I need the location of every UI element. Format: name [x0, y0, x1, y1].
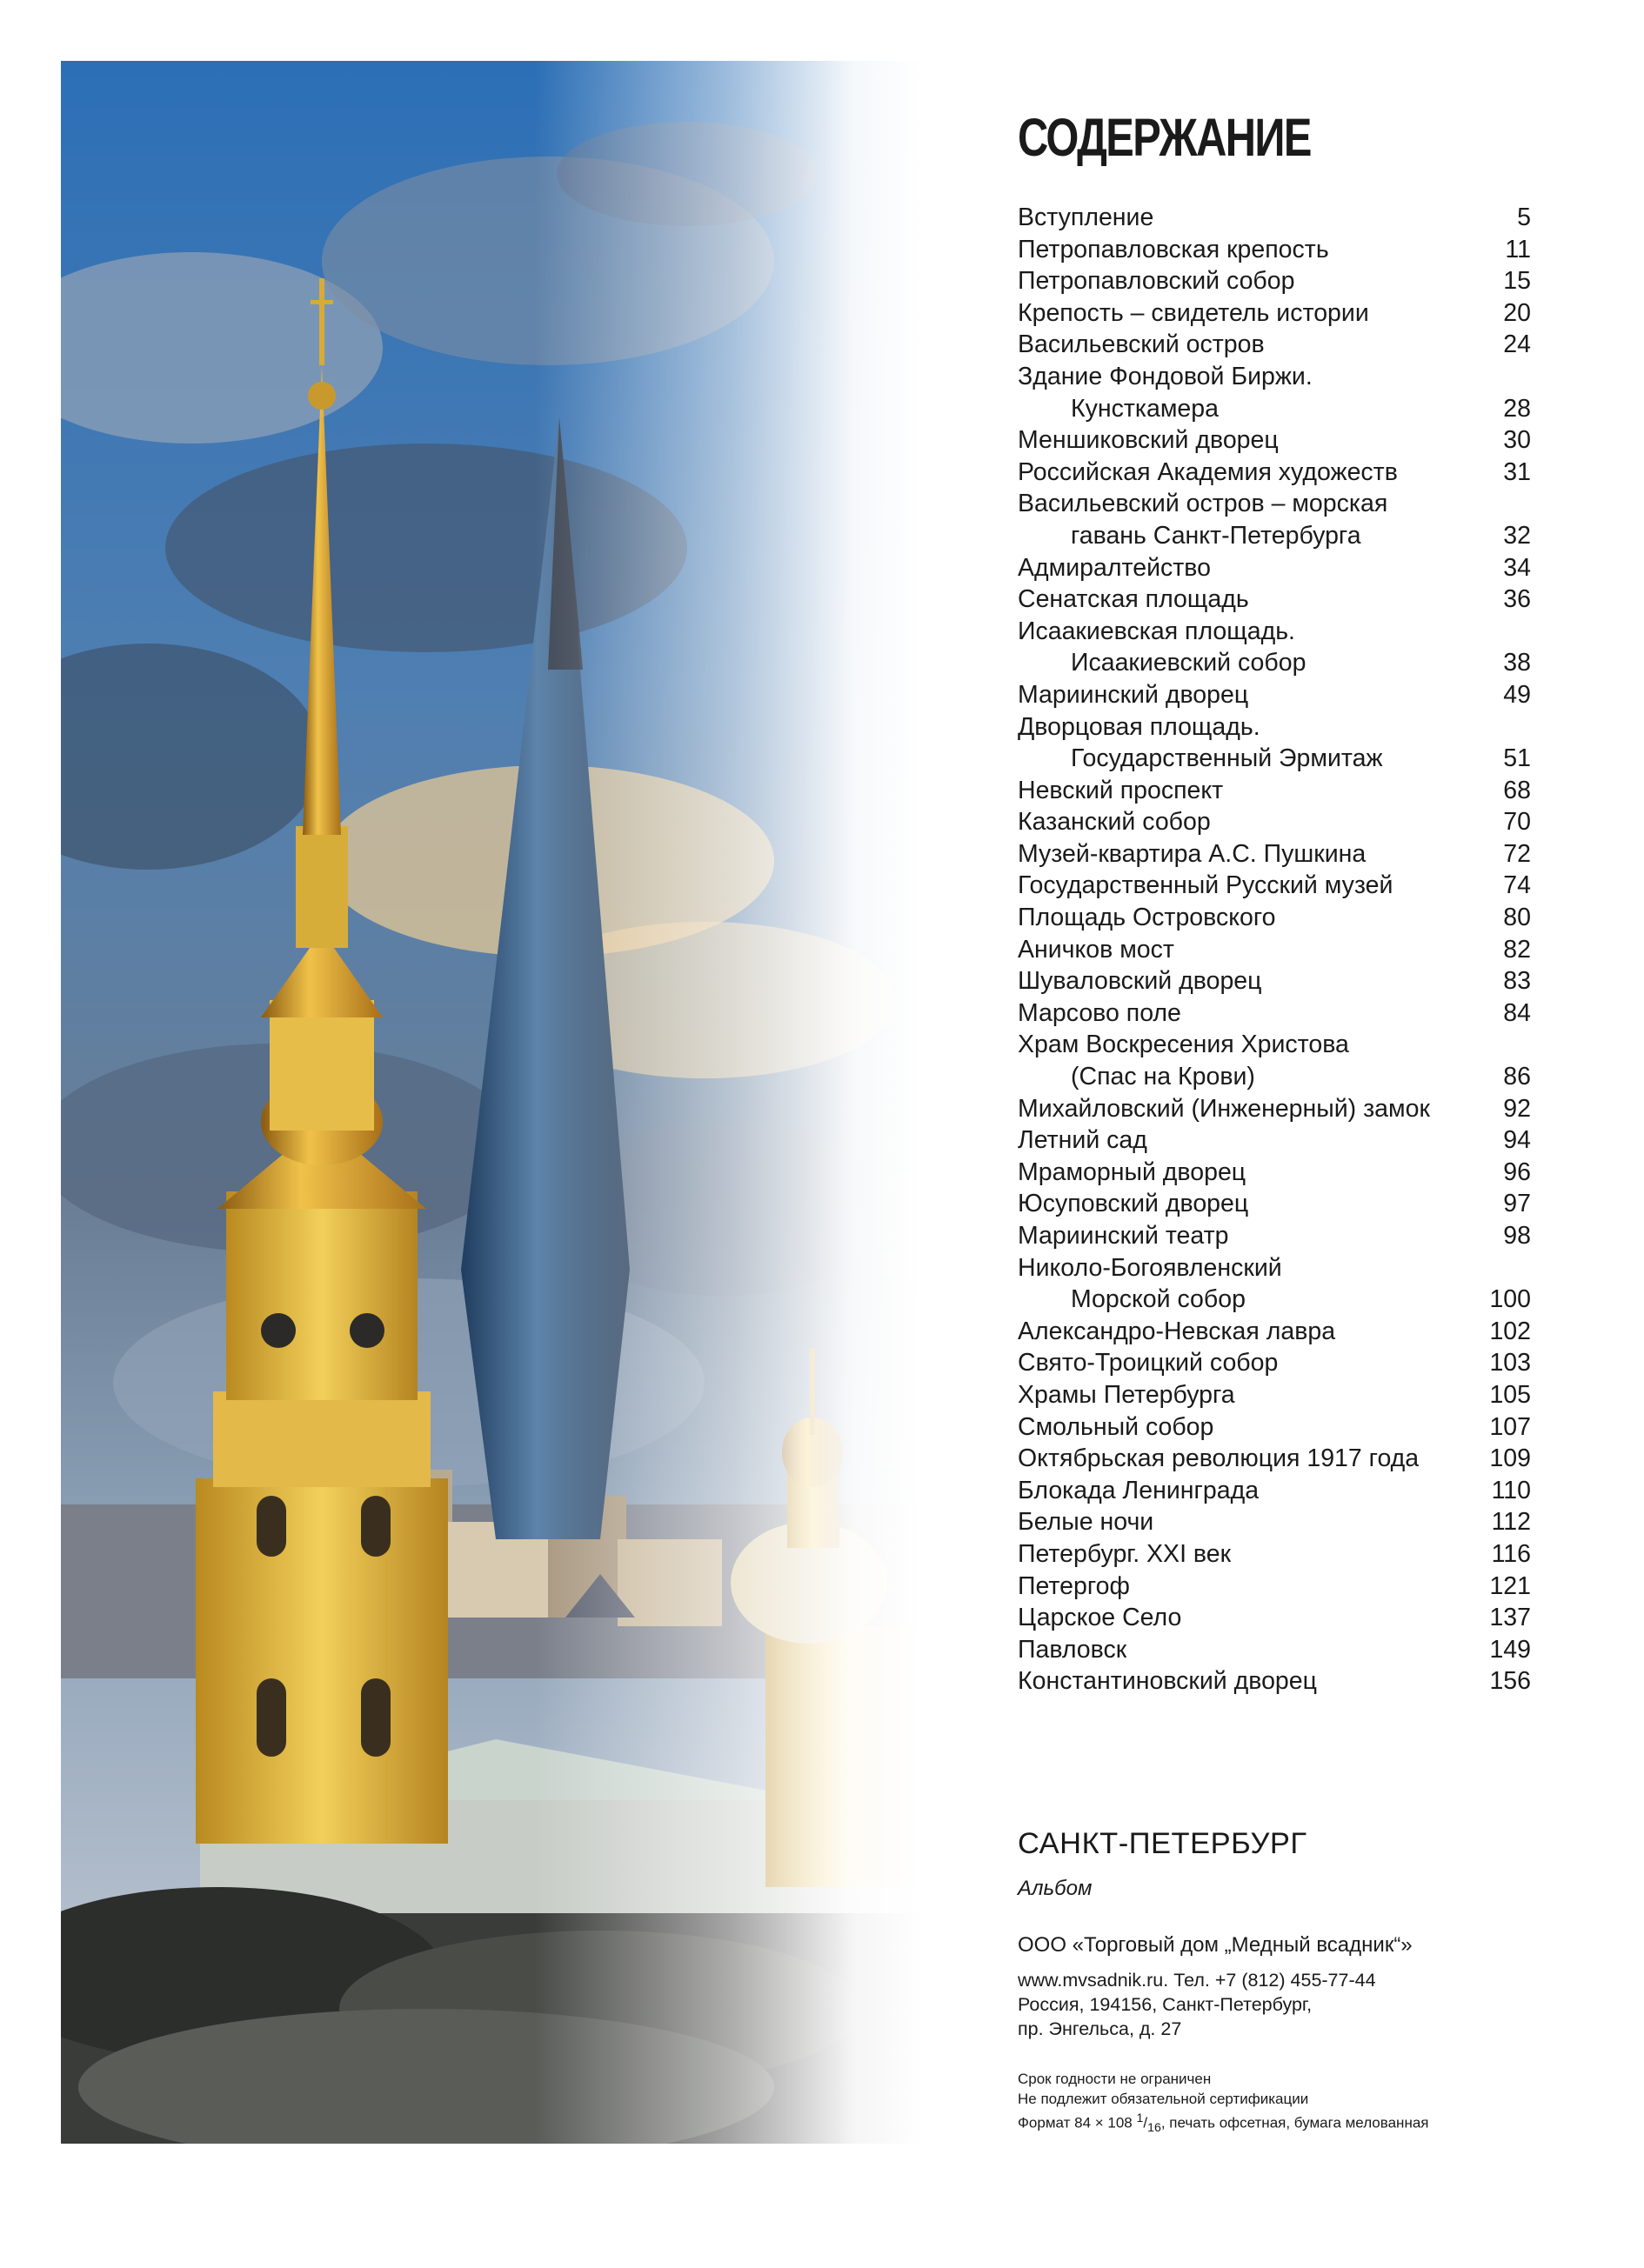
- toc-entry-title: Государственный Эрмитаж: [1071, 744, 1383, 773]
- toc-entry: [1018, 1411, 1531, 1444]
- toc-entry: [1018, 1252, 1531, 1316]
- toc-entry: [1018, 1316, 1531, 1348]
- toc-entry-title: Казанский собор: [1018, 808, 1211, 837]
- toc-page-number: 137: [1489, 1604, 1531, 1632]
- toc-page-number: 100: [1489, 1285, 1531, 1314]
- toc-entry: [1018, 679, 1531, 711]
- toc-entry-title: Крепость – свидетель истории: [1018, 298, 1369, 327]
- toc-entry-title: гавань Санкт-Петербурга: [1071, 521, 1361, 550]
- format-suffix: , печать офсетная, бумага мелованная: [1160, 2114, 1429, 2131]
- toc-entry-title: Марсово поле: [1018, 998, 1181, 1027]
- toc-entry-title: Смольный собор: [1018, 1412, 1214, 1441]
- toc-entry-title: (Спас на Крови): [1071, 1063, 1255, 1091]
- toc-page-number: 68: [1503, 776, 1531, 804]
- toc-page-number: 24: [1503, 330, 1531, 359]
- toc-entry-title: Васильевский остров – морская: [1018, 490, 1388, 518]
- note-line: Не подлежит обязательной сертификации: [1018, 2091, 1309, 2107]
- toc-page-number: 80: [1503, 904, 1531, 932]
- toc-page-number: 15: [1503, 267, 1531, 296]
- book-title: САНКТ-ПЕТЕРБУРГ: [1018, 1827, 1307, 1860]
- toc-page-number: 102: [1489, 1317, 1531, 1345]
- toc-page-number: 97: [1503, 1190, 1531, 1218]
- toc-entry: [1018, 202, 1531, 234]
- toc-page-number: 109: [1489, 1444, 1531, 1473]
- toc-page-number: 49: [1503, 680, 1531, 709]
- toc-entry: [1018, 1124, 1531, 1157]
- toc-entry-title: Петергоф: [1018, 1571, 1130, 1600]
- toc-page-number: 98: [1503, 1222, 1531, 1250]
- toc-entry: [1018, 1029, 1531, 1092]
- toc-page-number: 36: [1503, 585, 1531, 614]
- toc-page-number: 20: [1503, 298, 1531, 327]
- toc-entry: [1018, 552, 1531, 584]
- toc-page-number: 107: [1489, 1412, 1531, 1441]
- note-line: Срок годности не ограничен: [1018, 2071, 1212, 2087]
- toc-entry-title: Михайловский (Инженерный) замок: [1018, 1094, 1430, 1123]
- toc-page-number: 5: [1517, 203, 1531, 231]
- toc-entry: [1018, 1347, 1531, 1379]
- toc-entry-title: Площадь Островского: [1018, 904, 1276, 932]
- toc-page-number: 28: [1503, 394, 1531, 423]
- toc-page-number: 92: [1503, 1094, 1531, 1123]
- format-numerator: 1: [1136, 2111, 1144, 2125]
- toc-entry-title: Храмы Петербурга: [1018, 1380, 1235, 1409]
- toc-entry: [1018, 584, 1531, 616]
- toc-entry: [1018, 616, 1531, 679]
- toc-page-number: 110: [1491, 1476, 1531, 1504]
- toc-entry-title: Морской собор: [1071, 1285, 1246, 1314]
- toc-page-number: 105: [1489, 1380, 1531, 1409]
- toc-entry: [1018, 1602, 1531, 1634]
- toc-entry-title: Российская Академия художеств: [1018, 457, 1398, 486]
- imprint: [1018, 1824, 1574, 2138]
- toc-entry: [1018, 424, 1531, 457]
- toc-entry: [1018, 902, 1531, 934]
- toc-entry-title: Аничков мост: [1018, 935, 1174, 964]
- toc-page-number: 116: [1491, 1539, 1531, 1568]
- book-type: Альбом: [1018, 1877, 1093, 1900]
- toc-title: СОДЕРЖАНИЕ: [1018, 108, 1311, 167]
- toc-page-number: 83: [1503, 967, 1531, 996]
- toc-entry-title: Здание Фондовой Биржи.: [1018, 362, 1313, 390]
- toc-entry: [1018, 1475, 1531, 1507]
- toc-page-number: 86: [1503, 1063, 1531, 1091]
- toc-page-number: 38: [1503, 649, 1531, 677]
- toc-entry-title: Исаакиевская площадь.: [1018, 617, 1295, 645]
- toc-entry-title: Павловск: [1018, 1635, 1127, 1664]
- toc-entry-title: Петербург. XXI век: [1018, 1539, 1232, 1568]
- toc-entry-title: Мариинский театр: [1018, 1222, 1229, 1250]
- toc-entry-title: Летний сад: [1018, 1126, 1147, 1155]
- toc-entry: [1018, 297, 1531, 330]
- toc-entry-title: Свято-Троицкий собор: [1018, 1349, 1279, 1377]
- print-notes: [1018, 2069, 1574, 2138]
- toc-entry: [1018, 1379, 1531, 1411]
- toc-page-number: 156: [1489, 1667, 1531, 1696]
- toc-entry: [1018, 1538, 1531, 1571]
- toc-entry: [1018, 1571, 1531, 1603]
- toc-entry-title: Музей-квартира А.С. Пушкина: [1018, 839, 1367, 868]
- toc-entry-title: Александро-Невская лавра: [1018, 1317, 1336, 1345]
- format-line: Формат 84 × 108 $^1/_{16}$, печать офсетная, бумага мелованная: [1018, 2111, 1429, 2136]
- toc-page-number: 94: [1503, 1126, 1531, 1155]
- toc-entry-title: Васильевский остров: [1018, 330, 1265, 359]
- toc-entry: [1018, 1157, 1531, 1189]
- toc-entry-title: Блокада Ленинграда: [1018, 1476, 1260, 1504]
- toc-page-number: 84: [1503, 998, 1531, 1027]
- toc-entry: [1018, 870, 1531, 902]
- toc-page-number: 72: [1503, 839, 1531, 868]
- toc-entry: [1018, 1665, 1531, 1698]
- toc-entry: [1018, 965, 1531, 997]
- toc-entry: [1018, 711, 1531, 775]
- toc-entry: [1018, 838, 1531, 871]
- contact-line: www.mvsadnik.ru. Тел. +7 (812) 455-77-44: [1018, 1970, 1376, 1991]
- toc-page-number: 70: [1503, 808, 1531, 837]
- toc-entry: [1018, 1506, 1531, 1538]
- toc-entry-title: Царское Село: [1018, 1604, 1182, 1632]
- toc-entry-title: Мариинский дворец: [1018, 680, 1249, 709]
- toc-entry: [1018, 1188, 1531, 1220]
- toc-entry-title: Адмиралтейство: [1018, 553, 1211, 582]
- toc-entry: [1018, 997, 1531, 1030]
- toc-page-number: 121: [1489, 1571, 1531, 1600]
- publisher-contacts: [1018, 1968, 1574, 2041]
- cover-photo: [61, 61, 922, 2144]
- toc-entry-title: Петропавловский собор: [1018, 267, 1295, 296]
- toc-page-number: 31: [1503, 457, 1531, 486]
- toc-entry: [1018, 934, 1531, 966]
- toc-entry: [1018, 775, 1531, 807]
- toc-entry-title: Петропавловская крепость: [1018, 235, 1329, 263]
- toc-entry-title: Константиновский дворец: [1018, 1667, 1317, 1696]
- toc-entry: [1018, 234, 1531, 266]
- toc-entry: [1018, 1093, 1531, 1125]
- publisher: ООО «Торговый дом „Медный всадник“»: [1018, 1933, 1413, 1957]
- toc-page-number: 149: [1489, 1635, 1531, 1664]
- table-of-contents: [1018, 202, 1531, 1698]
- toc-entry: [1018, 361, 1531, 424]
- toc-page-number: 74: [1503, 871, 1531, 900]
- toc-entry: [1018, 1634, 1531, 1666]
- toc-page-number: 34: [1503, 553, 1531, 582]
- toc-entry-title: Юсуповский дворец: [1018, 1190, 1249, 1218]
- toc-page-number: 103: [1489, 1349, 1531, 1377]
- contact-line: Россия, 194156, Санкт-Петербург,: [1018, 1994, 1313, 2015]
- toc-entry-title: Невский проспект: [1018, 776, 1224, 804]
- toc-entry-title: Сенатская площадь: [1018, 585, 1249, 614]
- toc-page-number: 82: [1503, 935, 1531, 964]
- toc-entry-title: Государственный Русский музей: [1018, 871, 1393, 900]
- toc-entry: [1018, 457, 1531, 489]
- toc-entry-title: Мраморный дворец: [1018, 1157, 1246, 1186]
- toc-entry-title: Октябрьская революция 1917 года: [1018, 1444, 1420, 1473]
- toc-entry-title: Исаакиевский собор: [1071, 649, 1307, 677]
- toc-entry-title: Николо-Богоявленский: [1018, 1253, 1282, 1282]
- toc-entry-title: Меншиковский дворец: [1018, 426, 1279, 455]
- toc-entry: [1018, 1443, 1531, 1475]
- toc-entry: [1018, 329, 1531, 361]
- contact-line: пр. Энгельса, д. 27: [1018, 2018, 1182, 2039]
- toc-entry: [1018, 488, 1531, 551]
- format-denominator: 16: [1147, 2121, 1161, 2136]
- toc-entry-title: Шуваловский дворец: [1018, 967, 1262, 996]
- toc-entry-title: Вступление: [1018, 203, 1154, 231]
- toc-page-number: 51: [1503, 744, 1531, 773]
- toc-entry-title: Белые ночи: [1018, 1508, 1154, 1537]
- toc-page-number: 112: [1491, 1508, 1531, 1537]
- toc-entry: [1018, 265, 1531, 297]
- toc-page-number: 32: [1503, 521, 1531, 550]
- toc-entry-title: Кунсткамера: [1071, 394, 1219, 423]
- toc-page-number: 11: [1505, 235, 1531, 263]
- toc-entry-title: Дворцовая площадь.: [1018, 712, 1260, 741]
- toc-entry: [1018, 1220, 1531, 1252]
- toc-entry: [1018, 806, 1531, 838]
- toc-page-number: 96: [1503, 1157, 1531, 1186]
- format-prefix: Формат 84 × 108: [1018, 2114, 1137, 2131]
- toc-page-number: 30: [1503, 426, 1531, 455]
- toc-entry-title: Храм Воскресения Христова: [1018, 1031, 1349, 1059]
